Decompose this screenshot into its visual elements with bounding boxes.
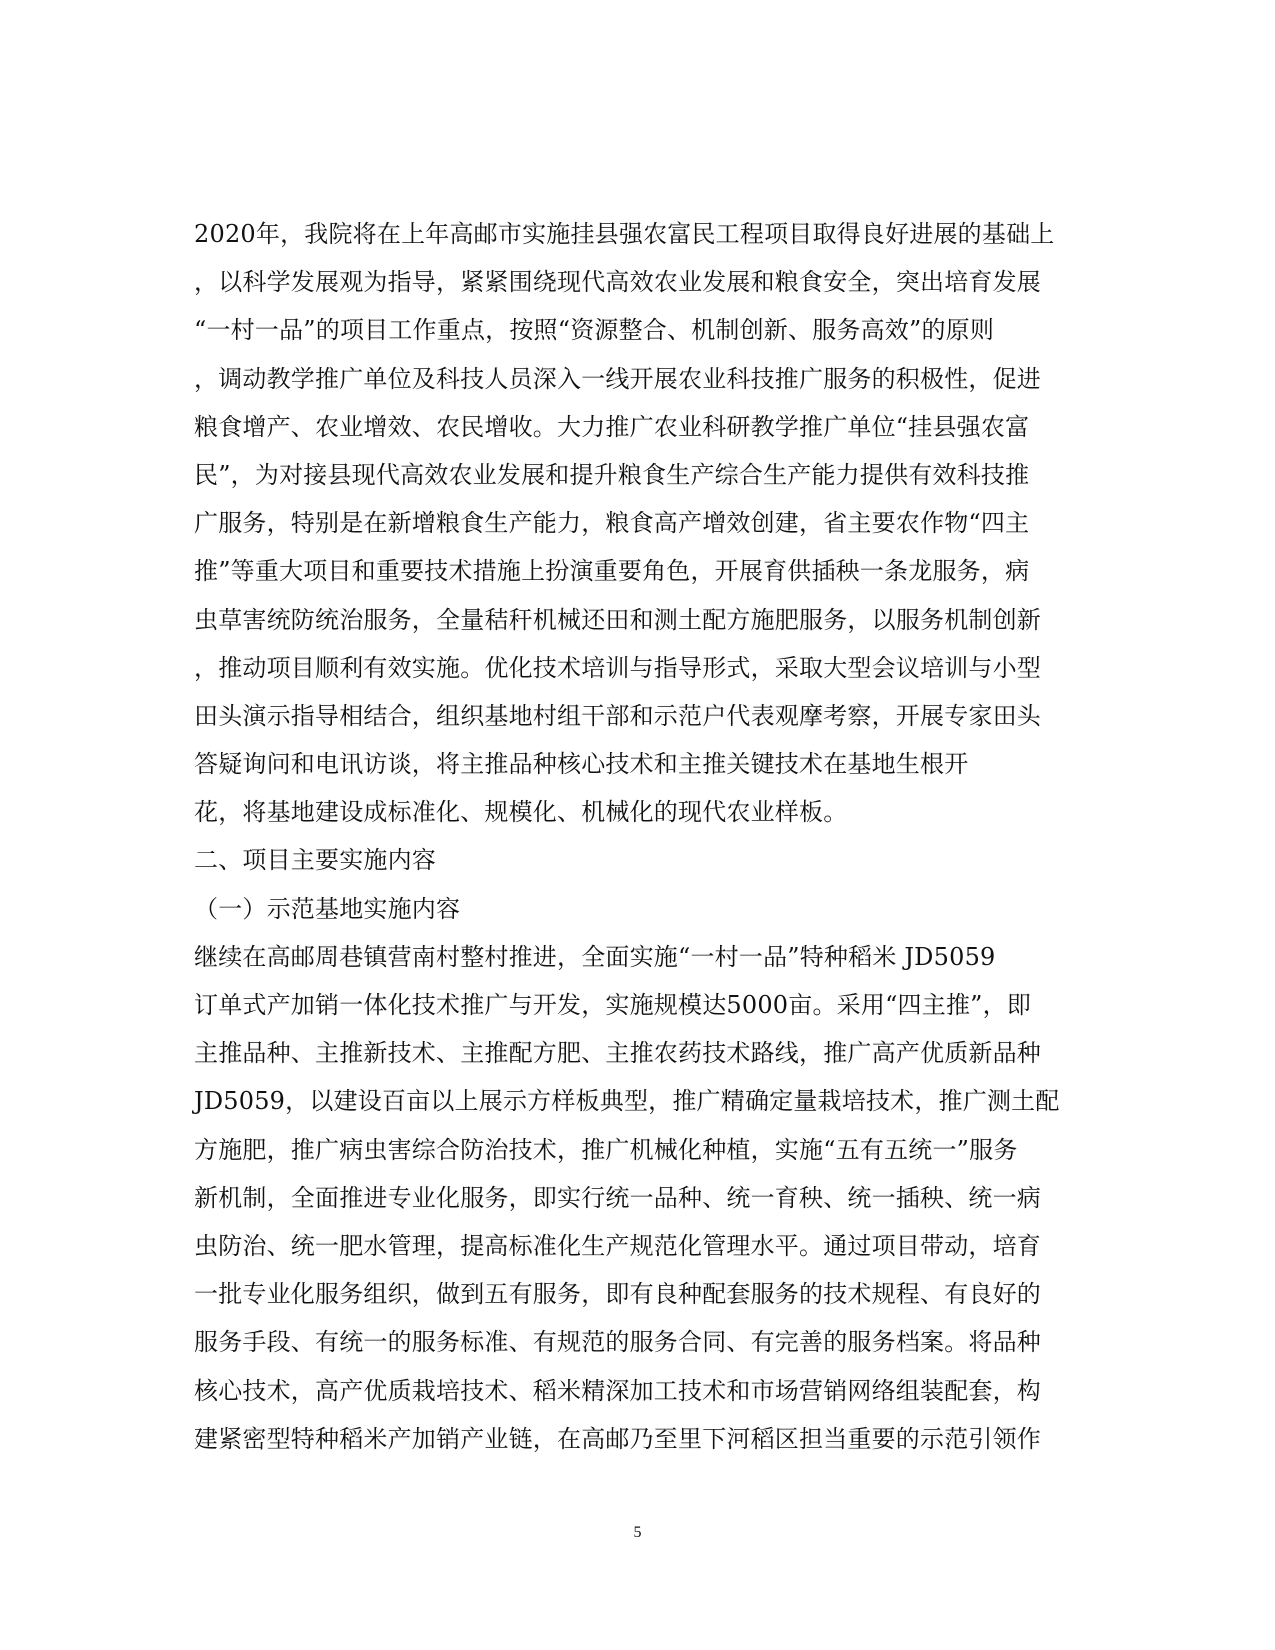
- text-line: JD5059，以建设百亩以上展示方样板典型，推广精确定量栽培技术，推广测土配: [194, 1087, 1060, 1116]
- text-line: 2020年，我院将在上年高邮市实施挂县强农富民工程项目取得良好进展的基础上: [194, 220, 1055, 248]
- text-line: ，推动项目顺利有效实施。优化技术培训与指导形式，采取大型会议培训与小型: [194, 653, 1041, 682]
- text-line: 主推品种、主推新技术、主推配方肥、主推农药技术路线，推广高产优质新品种: [194, 1039, 1041, 1068]
- text-line: 民”，为对接县现代高效农业发展和提升粮食生产综合生产能力提供有效科技推: [194, 460, 1030, 489]
- text-line: 推”等重大项目和重要技术措施上扮演重要角色，开展育供插秧一条龙服务，病: [194, 557, 1030, 586]
- text-line: 服务手段、有统一的服务标准、有规范的服务合同、有完善的服务档案。将品种: [194, 1328, 1041, 1357]
- text-line: “一村一品”的项目工作重点，按照“资源整合、机制创新、服务高效”的原则: [194, 316, 995, 345]
- text-line: ，调动教学推广单位及科技人员深入一线开展农业科技推广服务的积极性，促进: [194, 364, 1041, 393]
- text-line: 花，将基地建设成标准化、规模化、机械化的现代农业样板。: [194, 798, 848, 827]
- section-heading: 二、项目主要实施内容: [194, 846, 436, 875]
- text-line: 粮食增产、农业增效、农民增收。大力推广农业科研教学推广单位“挂县强农富: [194, 412, 1030, 441]
- text-line: 继续在高邮周巷镇营南村整村推进，全面实施“一村一品”特种稻米 JD5059: [194, 942, 996, 971]
- text-line: 核心技术，高产优质栽培技术、稻米精深加工技术和市场营销网络组装配套，构: [194, 1376, 1041, 1405]
- text-line: 广服务，特别是在新增粮食生产能力，粮食高产增效创建，省主要农作物“四主: [194, 509, 1030, 538]
- text-line: 田头演示指导相结合，组织基地村组干部和示范户代表观摩考察，开展专家田头: [194, 701, 1041, 730]
- text-line: ，以科学发展观为指导，紧紧围绕现代高效农业发展和粮食安全，突出培育发展: [194, 268, 1041, 297]
- text-line: 建紧密型特种稻米产加销产业链，在高邮乃至里下河稻区担当重要的示范引领作: [194, 1424, 1041, 1453]
- body-text: [194, 210, 1079, 1463]
- text-line: 一批专业化服务组织，做到五有服务，即有良种配套服务的技术规程、有良好的: [194, 1280, 1041, 1309]
- text-line: 答疑询问和电讯访谈，将主推品种核心技术和主推关键技术在基地生根开: [194, 750, 969, 779]
- text-line: 方施肥，推广病虫害综合防治技术，推广机械化种植，实施“五有五统一”服务: [194, 1135, 1018, 1164]
- subsection-heading: （一）示范基地实施内容: [194, 894, 461, 923]
- text-line: 订单式产加销一体化技术推广与开发，实施规模达5000亩。采用“四主推”，即: [194, 991, 1032, 1019]
- text-line: 虫防治、统一肥水管理，提高标准化生产规范化管理水平。通过项目带动，培育: [194, 1231, 1041, 1260]
- page-number: 5: [633, 1524, 642, 1541]
- text-line: 新机制，全面推进专业化服务，即实行统一品种、统一育秧、统一插秧、统一病: [194, 1183, 1041, 1212]
- text-line: 虫草害统防统治服务，全量秸秆机械还田和测土配方施肥服务，以服务机制创新: [194, 605, 1041, 634]
